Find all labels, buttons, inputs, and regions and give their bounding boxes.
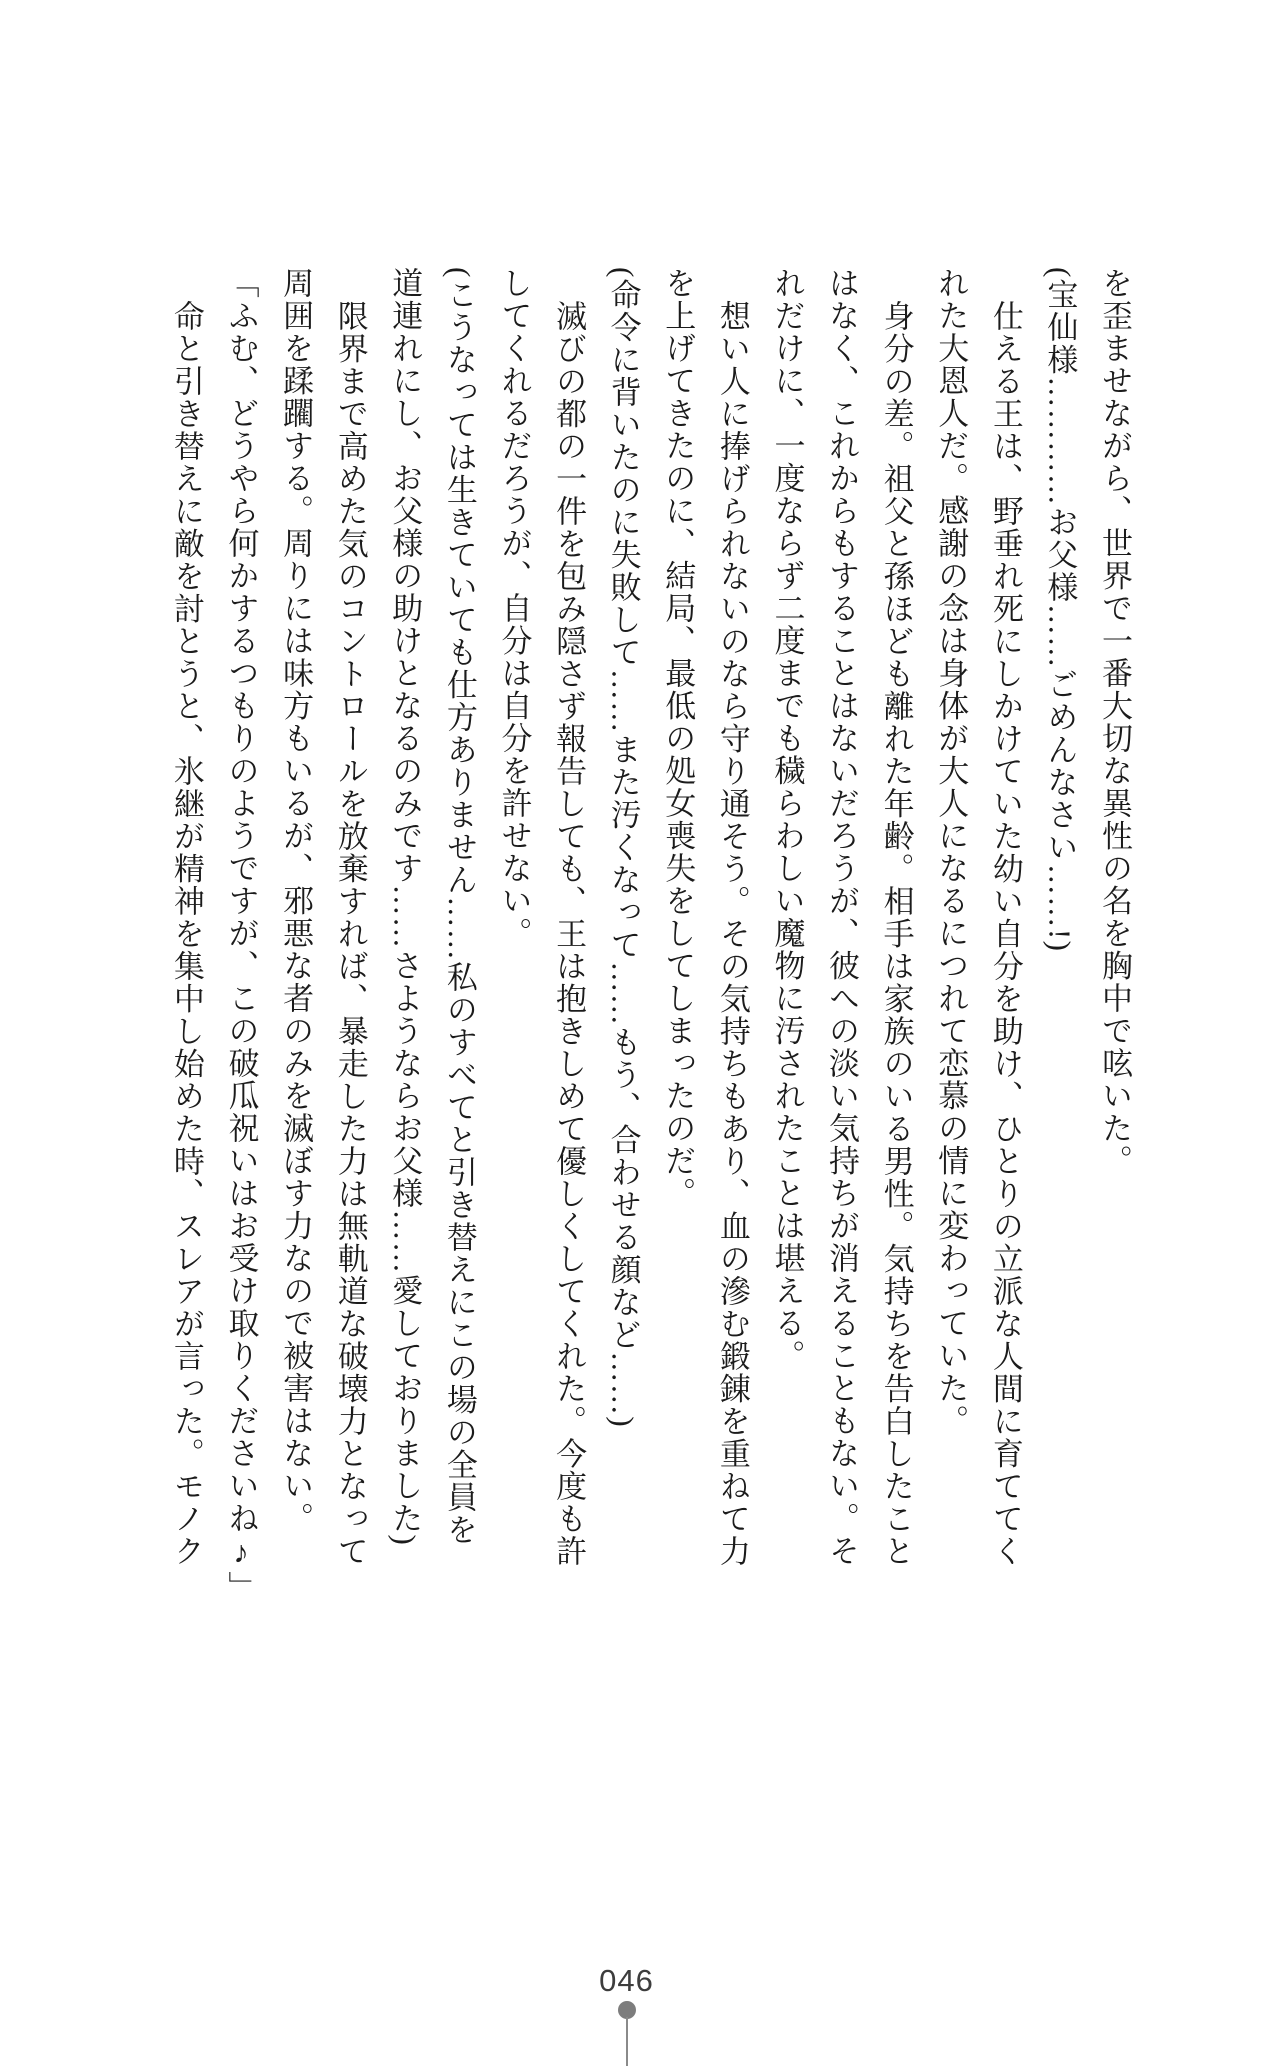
text-column: れた大恩人だ。感謝の念は身体が大人になるにつれて恋慕の情に変わっていた。 bbox=[933, 267, 969, 1437]
text-column: 仕える王は、野垂れ死にしかけていた幼い自分を助け、ひとりの立派な人間に育ててく bbox=[987, 299, 1023, 1567]
page-marker-line bbox=[626, 2017, 628, 2066]
text-column: 道連れにし、お父様の助けとなるのみです……さようならお父様……愛しておりました) bbox=[387, 267, 423, 1547]
text-column: 滅びの都の一件を包み隠さず報告しても、王は抱きしめて優しくしてくれた。今度も許 bbox=[551, 299, 587, 1567]
text-column: 命と引き替えに敵を討とうと、氷継が精神を集中し始めた時、スレアが言った。モノク bbox=[168, 299, 204, 1567]
text-column: (こうなっては生きていても仕方ありません……私のすべてと引き替えにこの場の全員を bbox=[441, 267, 477, 1547]
text-column: 限界まで高めた気のコントロールを放棄すれば、暴走した力は無軌道な破壊力となって bbox=[332, 299, 368, 1567]
text-column: を歪ませながら、世界で一番大切な異性の名を胸中で呟いた。 bbox=[1097, 267, 1132, 1177]
text-column: (宝仙様…………お父様……ごめんなさい……!) bbox=[1042, 267, 1078, 953]
text-column: 身分の差。祖父と孫ほども離れた年齢。相手は家族のいる男性。気持ちを告白したこと bbox=[878, 299, 914, 1567]
text-column: はなく、これからもすることはないだろうが、彼への淡い気持ちが消えることもない。そ bbox=[824, 267, 860, 1567]
text-column: してくれるだろうが、自分は自分を許せない。 bbox=[496, 267, 532, 950]
text-column: を上げてきたのに、結局、最低の処女喪失をしてしまったのだ。 bbox=[660, 267, 696, 1210]
text-column: れだけに、一度ならず二度までも穢らわしい魔物に汚されたことは堪える。 bbox=[769, 267, 805, 1372]
text-column: 周囲を蹂躙する。周りには味方もいるが、邪悪な者のみを滅ぼす力なので被害はない。 bbox=[278, 267, 314, 1535]
page-number: 046 bbox=[599, 1963, 654, 1998]
text-column: 想い人に捧げられないのなら守り通そう。その気持ちもあり、血の滲む鍛錬を重ねて力 bbox=[714, 299, 750, 1567]
text-column: (命令に背いたのに失敗して……また汚くなって……もう、合わせる顔など……) bbox=[605, 267, 641, 1429]
body-text bbox=[157, 267, 1141, 1604]
text-column: 「ふむ、どうやら何かするつもりのようですが、この破瓜祝いはお受け取りくださいね♪」 bbox=[223, 267, 259, 1604]
